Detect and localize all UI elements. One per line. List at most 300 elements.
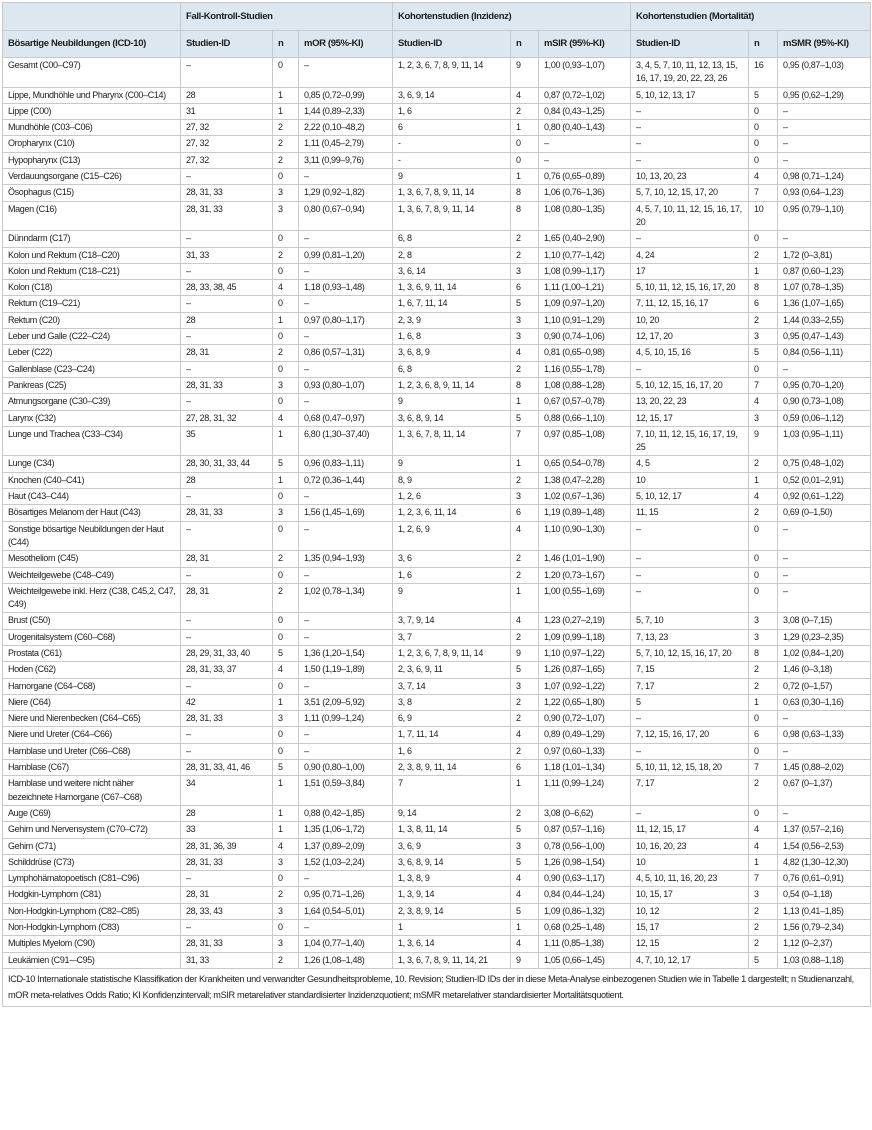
mor-cell: – xyxy=(299,394,393,410)
study-id-inc-cell: 1, 3, 8, 11, 14 xyxy=(393,822,511,838)
msmr-cell: – xyxy=(778,583,871,613)
study-id-cc-cell: – xyxy=(181,871,273,887)
n-mort-cell: 5 xyxy=(749,87,778,103)
study-id-mort-cell: 4, 5, 7, 10, 11, 12, 15, 16, 17, 20 xyxy=(631,201,749,231)
study-id-inc-cell: 3, 6, 8, 9 xyxy=(393,345,511,361)
n-cc-cell: 0 xyxy=(273,613,299,629)
n-cc-cell: 2 xyxy=(273,583,299,613)
n-cc-cell: 4 xyxy=(273,838,299,854)
msir-cell: 0,80 (0,40–1,43) xyxy=(539,120,631,136)
table-row xyxy=(3,472,871,488)
n-cc-cell: 0 xyxy=(273,678,299,694)
n-inc-cell: 1 xyxy=(511,776,539,806)
n-cc-cell: 2 xyxy=(273,120,299,136)
study-id-inc-cell: 3, 6, 8, 9, 14 xyxy=(393,854,511,870)
msmr-cell: 1,03 (0,95–1,11) xyxy=(778,426,871,456)
study-id-mort-cell: 5, 10, 12, 15, 16, 17, 20 xyxy=(631,377,749,393)
n-inc-cell: 5 xyxy=(511,854,539,870)
n-inc-cell: 2 xyxy=(511,694,539,710)
msmr-cell: – xyxy=(778,711,871,727)
column-header-n-inc: n xyxy=(511,31,539,58)
study-id-mort-cell: – xyxy=(631,231,749,247)
study-id-mort-cell: – xyxy=(631,521,749,551)
study-id-inc-cell: 1, 3, 6, 7, 8, 11, 14 xyxy=(393,426,511,456)
msmr-cell: 1,36 (1,07–1,65) xyxy=(778,296,871,312)
study-id-inc-cell: 1, 3, 6, 9, 11, 14 xyxy=(393,280,511,296)
neoplasm-cell: Hypopharynx (C13) xyxy=(3,152,181,168)
n-mort-cell: 7 xyxy=(749,871,778,887)
study-id-cc-cell: 28, 31, 33 xyxy=(181,936,273,952)
study-id-mort-cell: 17 xyxy=(631,263,749,279)
n-mort-cell: 0 xyxy=(749,152,778,168)
n-inc-cell: 2 xyxy=(511,231,539,247)
n-mort-cell: 7 xyxy=(749,377,778,393)
n-cc-cell: 1 xyxy=(273,472,299,488)
neoplasm-cell: Auge (C69) xyxy=(3,805,181,821)
n-cc-cell: 5 xyxy=(273,645,299,661)
study-id-inc-cell: - xyxy=(393,152,511,168)
table-row xyxy=(3,152,871,168)
msmr-cell: – xyxy=(778,152,871,168)
msir-cell: 1,00 (0,93–1,07) xyxy=(539,58,631,88)
n-cc-cell: 3 xyxy=(273,201,299,231)
mor-cell: – xyxy=(299,296,393,312)
n-cc-cell: 0 xyxy=(273,871,299,887)
neoplasm-cell: Weichteilgewebe inkl. Herz (C38, C45,2, C47, C49) xyxy=(3,583,181,613)
n-cc-cell: 0 xyxy=(273,169,299,185)
table-row xyxy=(3,854,871,870)
mor-cell: 0,95 (0,71–1,26) xyxy=(299,887,393,903)
mor-cell: 1,36 (1,20–1,54) xyxy=(299,645,393,661)
n-cc-cell: 2 xyxy=(273,345,299,361)
study-id-mort-cell: 7, 11, 12, 15, 16, 17 xyxy=(631,296,749,312)
study-id-cc-cell: – xyxy=(181,743,273,759)
msir-cell: 0,97 (0,60–1,33) xyxy=(539,743,631,759)
neoplasm-cell: Schilddrüse (C73) xyxy=(3,854,181,870)
n-mort-cell: 3 xyxy=(749,613,778,629)
results-table-container xyxy=(2,2,870,1007)
msmr-cell: – xyxy=(778,120,871,136)
mor-cell: 1,52 (1,03–2,24) xyxy=(299,854,393,870)
neoplasm-cell: Atmungsorgane (C30–C39) xyxy=(3,394,181,410)
n-inc-cell: 1 xyxy=(511,394,539,410)
neoplasm-cell: Sonstige bösartige Neubildungen der Haut (C44) xyxy=(3,521,181,551)
n-mort-cell: 6 xyxy=(749,296,778,312)
study-id-mort-cell: 5, 10, 11, 12, 15, 18, 20 xyxy=(631,760,749,776)
study-id-inc-cell: 2, 3, 8, 9, 11, 14 xyxy=(393,760,511,776)
msmr-cell: 1,45 (0,88–2,02) xyxy=(778,760,871,776)
msmr-cell: 0,90 (0,73–1,08) xyxy=(778,394,871,410)
study-id-cc-cell: 31, 33 xyxy=(181,952,273,968)
study-id-mort-cell: – xyxy=(631,120,749,136)
column-header-msmr: mSMR (95%-KI) xyxy=(778,31,871,58)
n-cc-cell: 4 xyxy=(273,280,299,296)
study-id-cc-cell: 28, 33, 38, 45 xyxy=(181,280,273,296)
n-inc-cell: 9 xyxy=(511,645,539,661)
study-id-mort-cell: 12, 17, 20 xyxy=(631,329,749,345)
msmr-cell: – xyxy=(778,805,871,821)
study-id-cc-cell: – xyxy=(181,263,273,279)
table-row xyxy=(3,871,871,887)
msmr-cell: 0,72 (0–1,57) xyxy=(778,678,871,694)
n-inc-cell: 8 xyxy=(511,201,539,231)
msmr-cell: 0,63 (0,30–1,16) xyxy=(778,694,871,710)
neoplasm-cell: Kolon und Rektum (C18–C21) xyxy=(3,263,181,279)
n-mort-cell: 0 xyxy=(749,567,778,583)
study-id-cc-cell: 33 xyxy=(181,822,273,838)
study-id-inc-cell: 2, 3, 8, 9, 14 xyxy=(393,903,511,919)
study-id-mort-cell: – xyxy=(631,711,749,727)
mor-cell: – xyxy=(299,521,393,551)
n-mort-cell: 16 xyxy=(749,58,778,88)
study-id-mort-cell: 7, 17 xyxy=(631,678,749,694)
neoplasm-cell: Gehirn (C71) xyxy=(3,838,181,854)
msmr-cell: 1,46 (0–3,18) xyxy=(778,662,871,678)
group-header-cohort-mortality: Kohortenstudien (Mortalität) xyxy=(631,3,871,31)
table-row xyxy=(3,567,871,583)
mor-cell: – xyxy=(299,489,393,505)
msmr-cell: – xyxy=(778,361,871,377)
neoplasm-cell: Prostata (C61) xyxy=(3,645,181,661)
study-id-inc-cell: 9 xyxy=(393,583,511,613)
mor-cell: 0,88 (0,42–1,85) xyxy=(299,805,393,821)
study-id-cc-cell: 28 xyxy=(181,472,273,488)
n-mort-cell: 0 xyxy=(749,711,778,727)
table-body xyxy=(3,58,871,969)
n-mort-cell: 0 xyxy=(749,805,778,821)
table-row xyxy=(3,583,871,613)
msir-cell: 1,05 (0,66–1,45) xyxy=(539,952,631,968)
n-mort-cell: 2 xyxy=(749,247,778,263)
study-id-cc-cell: 28, 31, 36, 39 xyxy=(181,838,273,854)
msmr-cell: 1,12 (0–2,37) xyxy=(778,936,871,952)
table-row xyxy=(3,456,871,472)
study-id-inc-cell: - xyxy=(393,136,511,152)
neoplasm-cell: Leber und Galle (C22–C24) xyxy=(3,329,181,345)
msmr-cell: 0,54 (0–1,18) xyxy=(778,887,871,903)
n-mort-cell: 2 xyxy=(749,920,778,936)
neoplasm-cell: Bösartiges Melanom der Haut (C43) xyxy=(3,505,181,521)
study-id-inc-cell: 1, 3, 6, 7, 8, 9, 11, 14 xyxy=(393,201,511,231)
n-cc-cell: 0 xyxy=(273,489,299,505)
n-inc-cell: 4 xyxy=(511,613,539,629)
neoplasm-cell: Non-Hodgkin-Lymphom (C83) xyxy=(3,920,181,936)
table-row xyxy=(3,185,871,201)
msir-cell: 1,11 (0,99–1,24) xyxy=(539,776,631,806)
study-id-cc-cell: – xyxy=(181,489,273,505)
study-id-cc-cell: 28, 31, 33, 41, 46 xyxy=(181,760,273,776)
table-row xyxy=(3,505,871,521)
msmr-cell: 0,95 (0,79–1,10) xyxy=(778,201,871,231)
neoplasm-cell: Gallenblase (C23–C24) xyxy=(3,361,181,377)
study-id-cc-cell: 28, 31, 33, 37 xyxy=(181,662,273,678)
mor-cell: 1,50 (1,19–1,89) xyxy=(299,662,393,678)
mor-cell: – xyxy=(299,743,393,759)
study-id-cc-cell: 28, 30, 31, 33, 44 xyxy=(181,456,273,472)
study-id-inc-cell: 7 xyxy=(393,776,511,806)
study-id-inc-cell: 6, 8 xyxy=(393,231,511,247)
study-id-mort-cell: 3, 4, 5, 7, 10, 11, 12, 13, 15, 16, 17, 19, 20, 22, 23, 26 xyxy=(631,58,749,88)
study-id-cc-cell: – xyxy=(181,678,273,694)
neoplasm-cell: Non-Hodgkin-Lymphom (C82–C85) xyxy=(3,903,181,919)
msmr-cell: 0,52 (0,01–2,91) xyxy=(778,472,871,488)
study-id-cc-cell: – xyxy=(181,58,273,88)
group-header-cohort-incidence: Kohortenstudien (Inzidenz) xyxy=(393,3,631,31)
neoplasm-cell: Kolon (C18) xyxy=(3,280,181,296)
n-inc-cell: 1 xyxy=(511,583,539,613)
n-inc-cell: 4 xyxy=(511,871,539,887)
study-id-mort-cell: 10, 15, 17 xyxy=(631,887,749,903)
column-header-study-id-inc: Studien-ID xyxy=(393,31,511,58)
mor-cell: 1,02 (0,78–1,34) xyxy=(299,583,393,613)
n-inc-cell: 0 xyxy=(511,152,539,168)
study-id-cc-cell: – xyxy=(181,629,273,645)
neoplasm-cell: Gesamt (C00–C97) xyxy=(3,58,181,88)
table-row xyxy=(3,805,871,821)
msmr-cell: 1,03 (0,88–1,18) xyxy=(778,952,871,968)
study-id-mort-cell: 5, 7, 10, 12, 15, 17, 20 xyxy=(631,185,749,201)
n-cc-cell: 3 xyxy=(273,711,299,727)
mor-cell: 0,68 (0,47–0,97) xyxy=(299,410,393,426)
n-cc-cell: 1 xyxy=(273,87,299,103)
msmr-cell: 0,93 (0,64–1,23) xyxy=(778,185,871,201)
study-id-cc-cell: 28 xyxy=(181,312,273,328)
msir-cell: 1,22 (0,65–1,80) xyxy=(539,694,631,710)
study-id-cc-cell: 28, 31 xyxy=(181,345,273,361)
study-id-inc-cell: 6, 8 xyxy=(393,361,511,377)
study-id-inc-cell: 1, 2, 3, 6, 8, 9, 11, 14 xyxy=(393,377,511,393)
n-mort-cell: 3 xyxy=(749,410,778,426)
msmr-cell: – xyxy=(778,136,871,152)
study-id-inc-cell: 3, 6 xyxy=(393,551,511,567)
table-row xyxy=(3,377,871,393)
study-id-cc-cell: – xyxy=(181,296,273,312)
table-row xyxy=(3,776,871,806)
neoplasm-cell: Oropharynx (C10) xyxy=(3,136,181,152)
study-id-cc-cell: – xyxy=(181,521,273,551)
msir-cell: 1,09 (0,86–1,32) xyxy=(539,903,631,919)
mor-cell: – xyxy=(299,871,393,887)
msir-cell: 1,08 (0,88–1,28) xyxy=(539,377,631,393)
neoplasm-cell: Hoden (C62) xyxy=(3,662,181,678)
table-row xyxy=(3,489,871,505)
n-inc-cell: 4 xyxy=(511,936,539,952)
study-id-inc-cell: 3, 7 xyxy=(393,629,511,645)
n-mort-cell: 1 xyxy=(749,263,778,279)
table-row xyxy=(3,394,871,410)
neoplasm-cell: Lippe, Mundhöhle und Pharynx (C00–C14) xyxy=(3,87,181,103)
n-inc-cell: 5 xyxy=(511,903,539,919)
msir-cell: 0,87 (0,72–1,02) xyxy=(539,87,631,103)
n-cc-cell: 1 xyxy=(273,426,299,456)
n-inc-cell: 2 xyxy=(511,743,539,759)
n-cc-cell: 2 xyxy=(273,247,299,263)
study-id-mort-cell: 13, 20, 22, 23 xyxy=(631,394,749,410)
study-id-inc-cell: 3, 8 xyxy=(393,694,511,710)
study-id-mort-cell: 4, 24 xyxy=(631,247,749,263)
study-id-cc-cell: 42 xyxy=(181,694,273,710)
mor-cell: 3,11 (0,99–9,76) xyxy=(299,152,393,168)
table-row xyxy=(3,280,871,296)
n-cc-cell: 3 xyxy=(273,505,299,521)
table-row xyxy=(3,936,871,952)
msir-cell: 1,38 (0,47–2,28) xyxy=(539,472,631,488)
n-mort-cell: 4 xyxy=(749,838,778,854)
mor-cell: – xyxy=(299,727,393,743)
table-row xyxy=(3,247,871,263)
n-cc-cell: 1 xyxy=(273,694,299,710)
table-row xyxy=(3,727,871,743)
n-inc-cell: 6 xyxy=(511,760,539,776)
table-row xyxy=(3,201,871,231)
n-cc-cell: 3 xyxy=(273,903,299,919)
n-mort-cell: 4 xyxy=(749,822,778,838)
table-row xyxy=(3,312,871,328)
neoplasm-cell: Niere und Ureter (C64–C66) xyxy=(3,727,181,743)
study-id-mort-cell: – xyxy=(631,805,749,821)
study-id-mort-cell: – xyxy=(631,361,749,377)
neoplasm-cell: Verdauungsorgane (C15–C26) xyxy=(3,169,181,185)
msmr-cell: 0,95 (0,70–1,20) xyxy=(778,377,871,393)
n-inc-cell: 2 xyxy=(511,711,539,727)
msir-cell: 1,23 (0,27–2,19) xyxy=(539,613,631,629)
msir-cell: 1,16 (0,55–1,78) xyxy=(539,361,631,377)
study-id-mort-cell: 10, 12 xyxy=(631,903,749,919)
mor-cell: 0,80 (0,67–0,94) xyxy=(299,201,393,231)
table-row xyxy=(3,920,871,936)
msir-cell: 1,11 (1,00–1,21) xyxy=(539,280,631,296)
study-id-cc-cell: – xyxy=(181,613,273,629)
msmr-cell: – xyxy=(778,567,871,583)
footnote: ICD-10 Internationale statistische Klassifikation der Krankheiten und verwandter Gesundheitsprobleme, 10. Revision; Studien-ID IDs der in diese Meta-Analyse einbezogenen Studien wie in Tabelle 1 dargestellt; n Studienanzahl, mOR meta-relatives Odds Ratio; KI Konfidenzintervall; mSIR metarelativer standardisierter Inzidenzquotient; mSMR metarelativer standardisierter Mortalitätsquotient. xyxy=(3,968,871,1006)
n-cc-cell: 0 xyxy=(273,727,299,743)
n-cc-cell: 4 xyxy=(273,662,299,678)
neoplasm-cell: Leber (C22) xyxy=(3,345,181,361)
study-id-mort-cell: – xyxy=(631,583,749,613)
study-id-cc-cell: 31, 33 xyxy=(181,247,273,263)
study-id-inc-cell: 1, 2, 3, 6, 11, 14 xyxy=(393,505,511,521)
n-cc-cell: 3 xyxy=(273,936,299,952)
msmr-cell: 1,02 (0,84–1,20) xyxy=(778,645,871,661)
study-id-cc-cell: 28 xyxy=(181,805,273,821)
msmr-cell: 1,56 (0,79–2,34) xyxy=(778,920,871,936)
neoplasm-cell: Kolon und Rektum (C18–C20) xyxy=(3,247,181,263)
n-inc-cell: 4 xyxy=(511,727,539,743)
msir-cell: – xyxy=(539,136,631,152)
study-id-mort-cell: 4, 7, 10, 12, 17 xyxy=(631,952,749,968)
table-row xyxy=(3,263,871,279)
msir-cell: 0,78 (0,56–1,00) xyxy=(539,838,631,854)
table-row xyxy=(3,426,871,456)
neoplasm-cell: Ösophagus (C15) xyxy=(3,185,181,201)
table-row xyxy=(3,329,871,345)
study-id-cc-cell: 28, 31, 33 xyxy=(181,201,273,231)
n-mort-cell: 2 xyxy=(749,936,778,952)
n-mort-cell: 3 xyxy=(749,887,778,903)
study-id-mort-cell: 4, 5, 10, 15, 16 xyxy=(631,345,749,361)
table-row xyxy=(3,629,871,645)
table-row xyxy=(3,169,871,185)
study-id-mort-cell: 5, 10, 12, 13, 17 xyxy=(631,87,749,103)
neoplasm-cell: Lymphohämatopoetisch (C81–C96) xyxy=(3,871,181,887)
study-id-cc-cell: 27, 28, 31, 32 xyxy=(181,410,273,426)
msmr-cell: 1,44 (0,33–2,55) xyxy=(778,312,871,328)
msmr-cell: 0,84 (0,56–1,11) xyxy=(778,345,871,361)
mor-cell: – xyxy=(299,567,393,583)
msir-cell: 0,84 (0,43–1,25) xyxy=(539,103,631,119)
column-header-neoplasm: Bösartige Neubildungen (ICD-10) xyxy=(3,31,181,58)
msmr-cell: 1,07 (0,78–1,35) xyxy=(778,280,871,296)
neoplasm-cell: Harnorgane (C64–C68) xyxy=(3,678,181,694)
empty-corner-cell xyxy=(3,3,181,31)
study-id-cc-cell: 31 xyxy=(181,103,273,119)
n-mort-cell: 0 xyxy=(749,521,778,551)
n-inc-cell: 6 xyxy=(511,505,539,521)
table-row xyxy=(3,296,871,312)
n-mort-cell: 4 xyxy=(749,489,778,505)
neoplasm-cell: Rektum (C20) xyxy=(3,312,181,328)
study-id-inc-cell: 1, 2, 3, 6, 7, 8, 9, 11, 14 xyxy=(393,58,511,88)
neoplasm-cell: Haut (C43–C44) xyxy=(3,489,181,505)
table-row xyxy=(3,231,871,247)
column-header-mor: mOR (95%-KI) xyxy=(299,31,393,58)
n-mort-cell: 0 xyxy=(749,136,778,152)
mor-cell: 1,64 (0,54–5,01) xyxy=(299,903,393,919)
study-id-inc-cell: 3, 7, 9, 14 xyxy=(393,613,511,629)
mor-cell: 0,90 (0,80–1,00) xyxy=(299,760,393,776)
study-id-mort-cell: 11, 15 xyxy=(631,505,749,521)
mor-cell: 1,29 (0,92–1,82) xyxy=(299,185,393,201)
table-row xyxy=(3,87,871,103)
n-cc-cell: 0 xyxy=(273,629,299,645)
msir-cell: 1,11 (0,85–1,38) xyxy=(539,936,631,952)
msir-cell: 0,97 (0,85–1,08) xyxy=(539,426,631,456)
n-mort-cell: 2 xyxy=(749,456,778,472)
neoplasm-cell: Lippe (C00) xyxy=(3,103,181,119)
n-mort-cell: 0 xyxy=(749,231,778,247)
n-mort-cell: 2 xyxy=(749,505,778,521)
n-cc-cell: 3 xyxy=(273,185,299,201)
n-inc-cell: 1 xyxy=(511,456,539,472)
study-id-mort-cell: – xyxy=(631,551,749,567)
n-inc-cell: 1 xyxy=(511,169,539,185)
msmr-cell: – xyxy=(778,231,871,247)
neoplasm-cell: Rektum (C19–C21) xyxy=(3,296,181,312)
study-id-mort-cell: 7, 12, 15, 16, 17, 20 xyxy=(631,727,749,743)
n-mort-cell: 0 xyxy=(749,551,778,567)
n-inc-cell: 2 xyxy=(511,805,539,821)
study-id-mort-cell: 7, 10, 11, 12, 15, 16, 17, 19, 25 xyxy=(631,426,749,456)
study-id-mort-cell: – xyxy=(631,152,749,168)
msmr-cell: – xyxy=(778,103,871,119)
study-id-mort-cell: 7, 17 xyxy=(631,776,749,806)
n-inc-cell: 3 xyxy=(511,329,539,345)
neoplasm-cell: Harnblase (C67) xyxy=(3,760,181,776)
neoplasm-cell: Mesotheliom (C45) xyxy=(3,551,181,567)
table-header xyxy=(3,3,871,58)
msmr-cell: – xyxy=(778,521,871,551)
study-id-mort-cell: 10, 13, 20, 23 xyxy=(631,169,749,185)
study-id-mort-cell: 5 xyxy=(631,694,749,710)
n-cc-cell: 1 xyxy=(273,312,299,328)
table-row xyxy=(3,103,871,119)
msir-cell: 0,81 (0,65–0,98) xyxy=(539,345,631,361)
n-mort-cell: 2 xyxy=(749,662,778,678)
n-cc-cell: 0 xyxy=(273,920,299,936)
mor-cell: 1,51 (0,59–3,84) xyxy=(299,776,393,806)
study-id-cc-cell: – xyxy=(181,169,273,185)
mor-cell: 0,86 (0,57–1,31) xyxy=(299,345,393,361)
